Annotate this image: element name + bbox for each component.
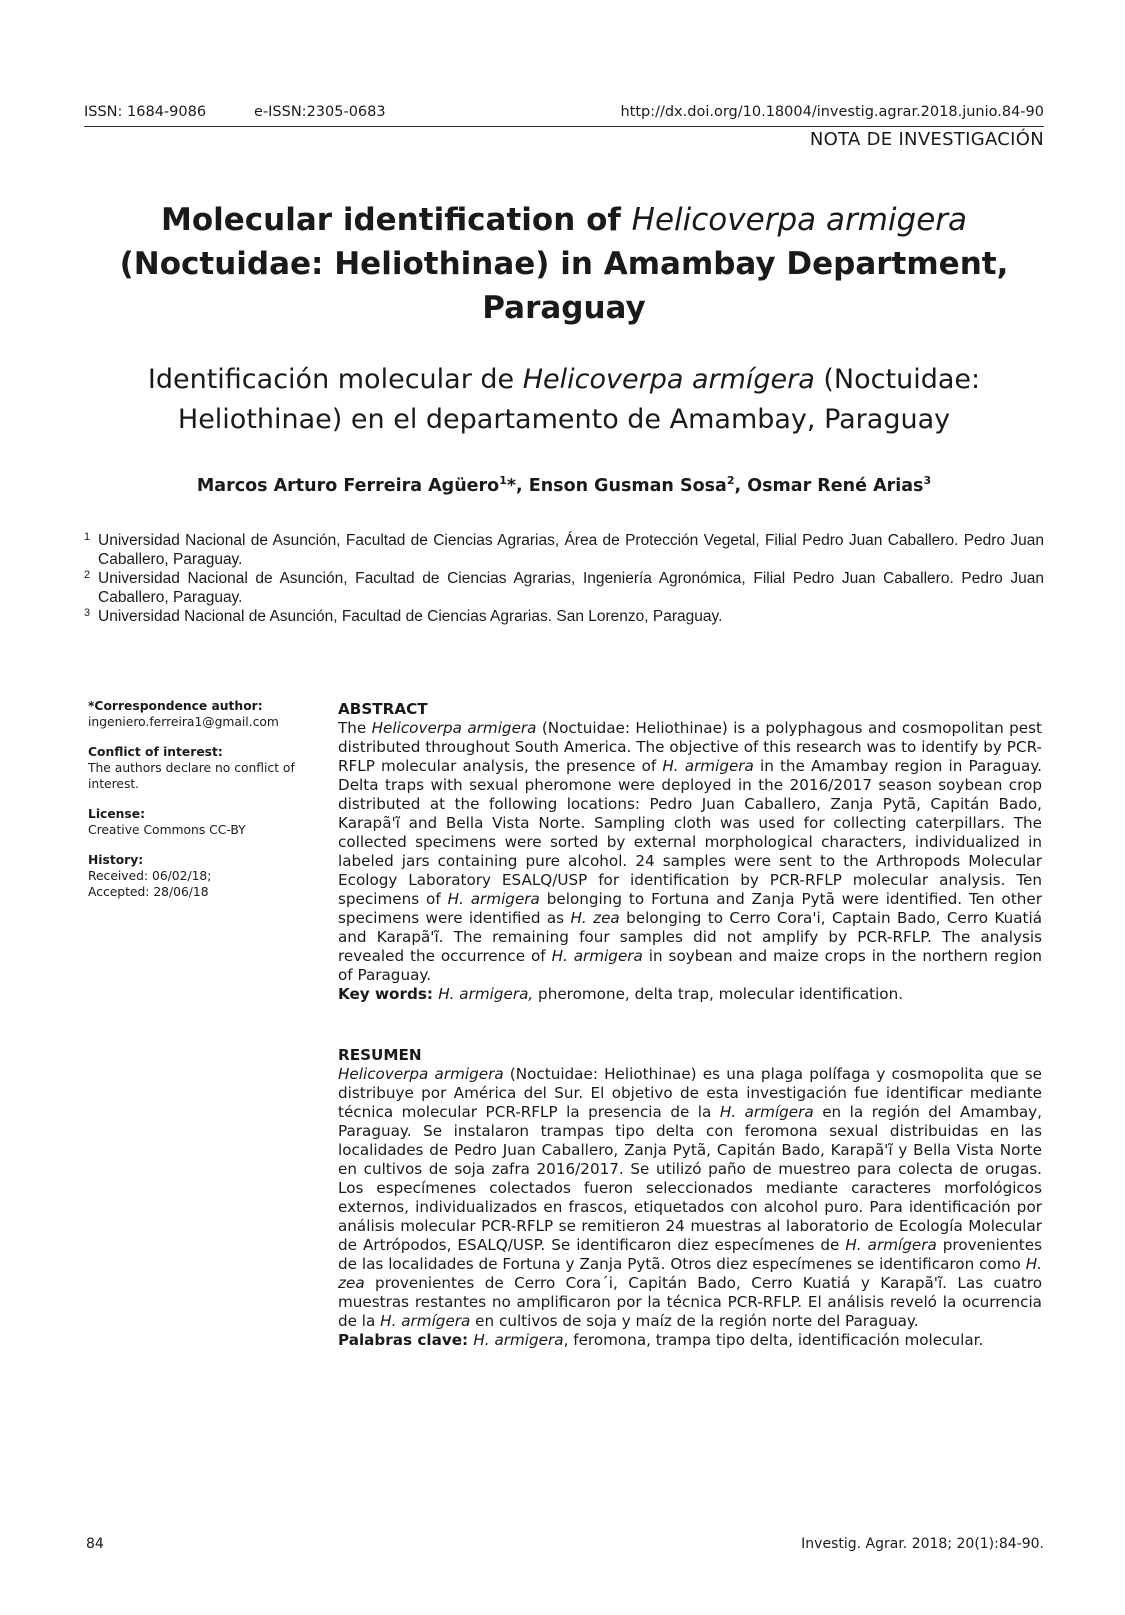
history-label: History: bbox=[88, 853, 144, 867]
author-1-affil: 1 bbox=[499, 474, 507, 487]
abstract-species-1: Helicoverpa armigera bbox=[371, 719, 537, 737]
affiliation-1-text: Universidad Nacional de Asunción, Facultad de Ciencias Agrarias, Área de Protección Vegetal, Filial Pedro Juan Caballero. Pedro Juan Caballero, Paraguay. bbox=[98, 532, 1044, 568]
resumen-species-4: H. zea bbox=[338, 1255, 1042, 1292]
resumen-species-1: Helicoverpa armigera bbox=[338, 1065, 504, 1083]
abstract-text-1: The bbox=[338, 719, 372, 737]
title-en-part1: Molecular identification of bbox=[160, 202, 632, 238]
affiliation-2-text: Universidad Nacional de Asunción, Facultad de Ciencias Agrarias, Ingeniería Agronómica, Filial Pedro Juan Caballero. Pedro Juan Caballero, Paraguay. bbox=[98, 570, 1044, 606]
history-received: Received: 06/02/18; bbox=[88, 869, 212, 883]
title-english bbox=[84, 198, 1044, 330]
resumen-keywords bbox=[338, 1331, 1042, 1350]
license-text: Creative Commons CC-BY bbox=[88, 823, 246, 837]
correspondence-label: *Correspondence author: bbox=[88, 699, 263, 713]
history-accepted: Accepted: 28/06/18 bbox=[88, 885, 209, 899]
resumen-species-3: H. armígera bbox=[845, 1236, 937, 1254]
abstract-text-3: in the Amambay region in Paraguay. Delta traps with sexual pheromone were deployed in the 2016/2017 season soybean crop distributed at the following locations: Pedro Juan Caballero, Zanja Pytã, Capitán Bado, Karapã'ĩ and Bella Vista Norte. Sampling cloth was used for collecting caterpillars. The collected specimens were sorted by external morphological characters, individualized in labeled jars containing pure alcohol. 24 samples were sent to the Arthropods Molecular Ecology Laboratory ESALQ/USP for identification by PCR-RFLP molecular analysis. Ten specimens of bbox=[338, 757, 1042, 908]
abstract-body bbox=[338, 719, 1042, 985]
title-en-part3: Paraguay bbox=[482, 290, 646, 326]
page-number: 84 bbox=[86, 1536, 104, 1552]
affiliation-1 bbox=[84, 531, 1044, 569]
title-es-part3: Heliothinae) en el departamento de Amambay, Paraguay bbox=[177, 404, 951, 435]
correspondence-block bbox=[88, 698, 318, 730]
abstract-species-4: H. zea bbox=[570, 909, 620, 927]
affiliation-3-number: 3 bbox=[84, 607, 91, 619]
abstract-heading: ABSTRACT bbox=[338, 700, 428, 718]
affiliation-1-number: 1 bbox=[84, 531, 91, 543]
conflict-text: The authors declare no conflict of interest. bbox=[88, 761, 295, 791]
affiliation-3 bbox=[84, 607, 1044, 626]
title-en-species: Helicoverpa armigera bbox=[631, 202, 968, 238]
header-divider bbox=[84, 126, 1044, 127]
resumen-text-1: (Noctuidae: Heliothinae) es una plaga polífaga y cosmopolita que se distribuye por América del Sur. El objetivo de esta investigación fue identificar mediante técnica molecular PCR-RFLP la presencia de la bbox=[338, 1065, 1042, 1121]
resumen-species-5: H. armígera bbox=[380, 1312, 471, 1330]
title-spanish bbox=[84, 360, 1044, 440]
abstract-text-4: belonging to Fortuna and Zanja Pytã were identified. Ten other specimens were identified as bbox=[338, 890, 1043, 927]
abstract-keywords bbox=[338, 985, 1042, 1004]
issn: ISSN: 1684-9086 bbox=[84, 104, 207, 120]
title-en-part2: (Noctuidae: Heliothinae) in Amambay Department, bbox=[119, 246, 1009, 282]
conflict-label: Conflict of interest: bbox=[88, 745, 223, 759]
journal-citation: Investig. Agrar. 2018; 20(1):84-90. bbox=[801, 1536, 1044, 1552]
resumen-text-5: en cultivos de soja y maíz de la región norte del Paraguay. bbox=[470, 1312, 919, 1330]
license-block bbox=[88, 806, 318, 838]
author-2-affil: 2 bbox=[726, 474, 735, 487]
affiliations bbox=[84, 531, 1044, 626]
conflict-block bbox=[88, 744, 318, 792]
resumen-body bbox=[338, 1065, 1042, 1331]
palabras-clave-rest: , feromona, trampa tipo delta, identificación molecular. bbox=[563, 1331, 984, 1349]
resumen-text-4: provenientes de Cerro Cora´i, Capitán Bado, Cerro Kuatiá y Karapã'ĩ. Las cuatro muestras restantes no amplificaron por la técnica PCR-RFLP. El análisis reveló la ocurrencia de la bbox=[338, 1274, 1042, 1330]
author-2: Enson Gusman Sosa bbox=[528, 475, 727, 496]
palabras-clave-italic: H. armigera bbox=[473, 1331, 564, 1349]
resumen-section bbox=[338, 1046, 1042, 1350]
keywords-label: Key words: bbox=[338, 985, 439, 1003]
resumen-text-3: provenientes de las localidades de Fortuna y Zanja Pytã. Otros diez especímenes se identificaron como bbox=[338, 1236, 1042, 1273]
keywords-rest: pheromone, delta trap, molecular identification. bbox=[533, 985, 904, 1003]
abstract-text-6: in soybean and maize crops in the northern region of Paraguay. bbox=[338, 947, 1042, 984]
affiliation-3-text: Universidad Nacional de Asunción, Facultad de Ciencias Agrarias. San Lorenzo, Paraguay. bbox=[98, 608, 723, 625]
doi-link[interactable]: http://dx.doi.org/10.18004/investig.agrar.2018.junio.84-90 bbox=[620, 104, 1044, 120]
abstract-text-2: (Noctuidae: Heliothinae) is a polyphagous and cosmopolitan pest distributed throughout South America. The objective of this research was to identify by PCR-RFLP molecular analysis, the presence of bbox=[338, 719, 1043, 775]
author-1: Marcos Arturo Ferreira Agüero bbox=[196, 475, 500, 496]
author-separator: , bbox=[734, 475, 748, 496]
affiliation-2-number: 2 bbox=[84, 569, 91, 581]
title-es-species: Helicoverpa armígera bbox=[522, 364, 815, 395]
abstract-species-5: H. armigera bbox=[551, 947, 643, 965]
affiliation-2 bbox=[84, 569, 1044, 607]
abstract-text-5: belonging to Cerro Cora'i, Captain Bado, Cerro Kuatiá and Karapã'ĩ. The remaining four samples did not amplify by PCR-RFLP. The analysis revealed the occurrence of bbox=[338, 909, 1043, 965]
abstract-species-2: H. armigera bbox=[662, 757, 754, 775]
author-3-affil: 3 bbox=[923, 474, 932, 487]
title-es-part2: (Noctuidae: bbox=[814, 364, 981, 395]
abstract-species-3: H. armigera bbox=[447, 890, 540, 908]
palabras-clave-label: Palabras clave: bbox=[338, 1331, 474, 1349]
resumen-heading: RESUMEN bbox=[338, 1046, 422, 1064]
author-3: Osmar René Arias bbox=[747, 475, 924, 496]
history-block bbox=[88, 852, 318, 900]
resumen-text-2: en la región del Amambay, Paraguay. Se instalaron trampas tipo delta con feromona sexual distribuidas en las localidades de Pedro Juan Caballero, Zanja Pytã, Capitán Bado, Karapã'ĩ y Bella Vista Norte en cultivos de soja zafra 2016/2017. Se utilizó paño de muestreo para colecta de orugas. Los especímenes colectados fueron seleccionados mediante caracteres morfológicos externos, individualizados en frascos, etiquetados con alcohol puro. Para identificación por análisis molecular PCR-RFLP se remitieron 24 muestras al laboratorio de Ecología Molecular de Artrópodos, ESALQ/USP. Se identificaron diez especímenes de bbox=[338, 1103, 1042, 1254]
section-label: NOTA DE INVESTIGACIÓN bbox=[809, 129, 1044, 150]
license-label: License: bbox=[88, 807, 146, 821]
title-es-part1: Identificación molecular de bbox=[147, 364, 523, 395]
keywords-italic: H. armigera, bbox=[438, 985, 534, 1003]
correspondence-email[interactable]: ingeniero.ferreira1@gmail.com bbox=[88, 715, 279, 729]
running-header bbox=[84, 104, 1044, 124]
eissn: e-ISSN:2305-0683 bbox=[254, 104, 386, 120]
author-1-mark: *, bbox=[506, 475, 529, 496]
article-info-sidebar bbox=[88, 698, 318, 914]
abstract-section bbox=[338, 700, 1042, 1004]
author-list bbox=[84, 474, 1044, 496]
resumen-species-2: H. armígera bbox=[719, 1103, 814, 1121]
